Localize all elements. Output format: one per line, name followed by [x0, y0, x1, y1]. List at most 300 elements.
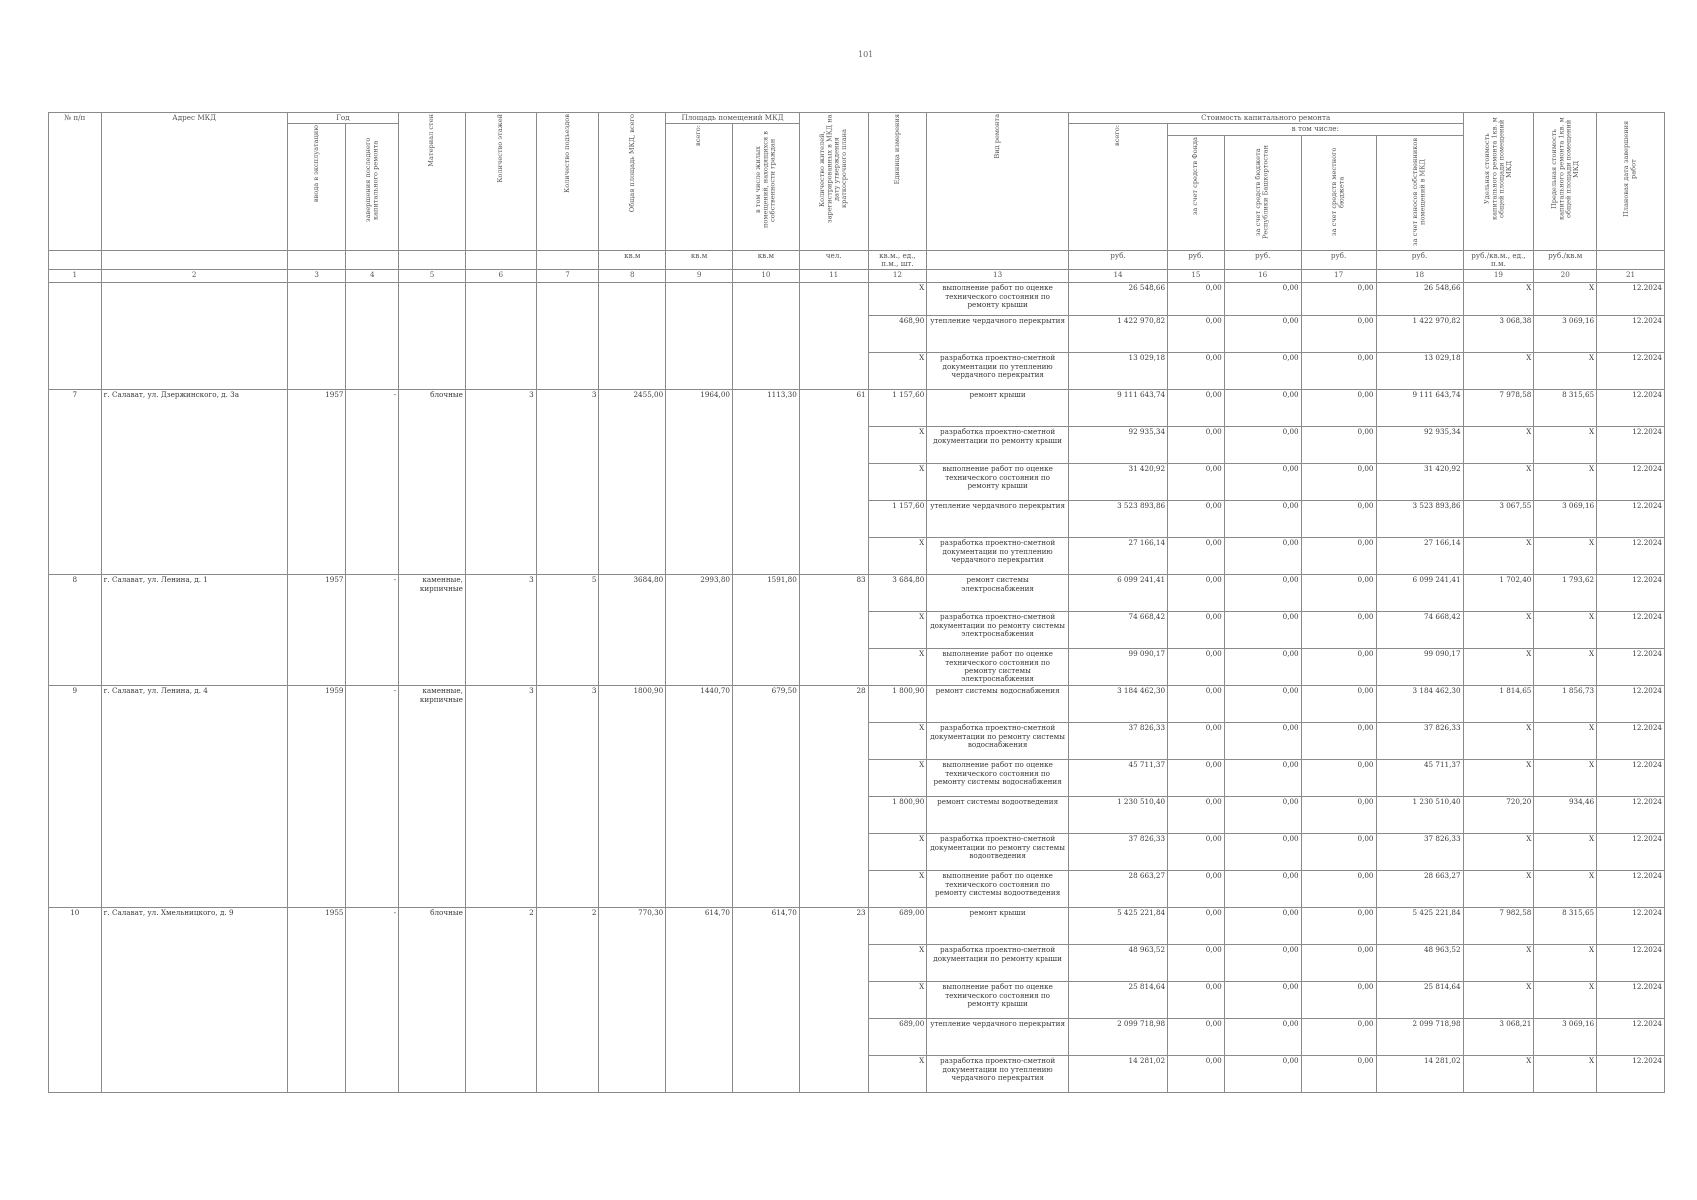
cost-local: 0,00 [1301, 612, 1376, 649]
cost-fund: 0,00 [1168, 760, 1225, 797]
planned-date: 12.2024 [1597, 390, 1665, 427]
area-premises: 1964,00 [666, 390, 733, 575]
limit-cost: X [1534, 1056, 1597, 1093]
header-cost-total: всего: [1068, 124, 1167, 251]
area-premises: 1440,70 [666, 686, 733, 908]
cost-total: 92 935,34 [1068, 427, 1167, 464]
work-type: утепление чердачного перекрытия [927, 316, 1069, 353]
work-unit: X [868, 283, 927, 316]
cost-fund: 0,00 [1168, 649, 1225, 686]
work-unit: X [868, 945, 927, 982]
header-cost-fund: за счет средств Фонда [1168, 135, 1225, 250]
cost-total: 3 523 893,86 [1068, 501, 1167, 538]
header-unit-cost: Удельная стоимость капитального ремонта 1кв. м общей площади помещений МКД [1463, 113, 1534, 251]
cost-total: 99 090,17 [1068, 649, 1167, 686]
floors: 2 [465, 908, 536, 1093]
unit-cost: X [1463, 945, 1534, 982]
cost-owners: 14 281,02 [1376, 1056, 1463, 1093]
cost-republic: 0,00 [1224, 538, 1301, 575]
cost-fund: 0,00 [1168, 945, 1225, 982]
planned-date: 12.2024 [1597, 1019, 1665, 1056]
entrances: 3 [536, 390, 599, 575]
unit-cell: руб. [1301, 250, 1376, 270]
cost-fund: 0,00 [1168, 908, 1225, 945]
unit-cell: руб. [1168, 250, 1225, 270]
cost-local: 0,00 [1301, 834, 1376, 871]
unit-cost: 3 068,21 [1463, 1019, 1534, 1056]
unit-cost: X [1463, 723, 1534, 760]
area-total: 1800,90 [599, 686, 666, 908]
cost-local: 0,00 [1301, 649, 1376, 686]
column-numbers-row [49, 270, 1665, 283]
year-built [287, 283, 346, 390]
cost-owners: 26 548,66 [1376, 283, 1463, 316]
work-type: ремонт крыши [927, 390, 1069, 427]
cost-republic: 0,00 [1224, 945, 1301, 982]
limit-cost: 3 069,16 [1534, 501, 1597, 538]
table-row [49, 575, 1665, 612]
cost-republic: 0,00 [1224, 760, 1301, 797]
cost-total: 37 826,33 [1068, 834, 1167, 871]
planned-date: 12.2024 [1597, 686, 1665, 723]
unit-cost: X [1463, 283, 1534, 316]
work-unit: X [868, 612, 927, 649]
cost-owners: 74 668,42 [1376, 612, 1463, 649]
work-type: выполнение работ по оценке технического состояния по ремонту системы водоснабжения [927, 760, 1069, 797]
cost-total: 48 963,52 [1068, 945, 1167, 982]
cost-fund: 0,00 [1168, 501, 1225, 538]
column-number: 5 [399, 270, 466, 283]
work-unit: X [868, 982, 927, 1019]
table-row [49, 390, 1665, 427]
work-unit: X [868, 538, 927, 575]
cost-fund: 0,00 [1168, 834, 1225, 871]
limit-cost: X [1534, 871, 1597, 908]
cost-republic: 0,00 [1224, 575, 1301, 612]
work-unit: X [868, 834, 927, 871]
cost-republic: 0,00 [1224, 908, 1301, 945]
header-repair-type: Вид ремонта [927, 113, 1069, 251]
cost-republic: 0,00 [1224, 686, 1301, 723]
wall-material: каменные, кирпичные [399, 575, 466, 686]
building-address [101, 283, 287, 390]
residents: 61 [799, 390, 868, 575]
page-number: 101 [858, 50, 874, 59]
cost-republic: 0,00 [1224, 723, 1301, 760]
cost-local: 0,00 [1301, 686, 1376, 723]
work-type: выполнение работ по оценке технического состояния по ремонту системы водоотведения [927, 871, 1069, 908]
work-type: разработка проектно-сметной документации по ремонту системы электроснабжения [927, 612, 1069, 649]
cost-owners: 5 425 221,84 [1376, 908, 1463, 945]
unit-cell: руб./кв.м [1534, 250, 1597, 270]
unit-cost: X [1463, 427, 1534, 464]
unit-cost: X [1463, 871, 1534, 908]
column-number: 12 [868, 270, 927, 283]
header-total-area: Общая площадь МКД, всего [599, 113, 666, 251]
work-unit: 689,00 [868, 908, 927, 945]
area-premises [666, 283, 733, 390]
header-year-last-repair: завершения последнего капитального ремонта [346, 124, 399, 251]
cost-owners: 13 029,18 [1376, 353, 1463, 390]
limit-cost: X [1534, 649, 1597, 686]
unit-cell: руб. [1376, 250, 1463, 270]
cost-total: 37 826,33 [1068, 723, 1167, 760]
column-number: 4 [346, 270, 399, 283]
cost-local: 0,00 [1301, 871, 1376, 908]
cost-local: 0,00 [1301, 945, 1376, 982]
cost-republic: 0,00 [1224, 797, 1301, 834]
unit-cost: X [1463, 353, 1534, 390]
cost-total: 1 422 970,82 [1068, 316, 1167, 353]
table-body [49, 270, 1665, 1093]
cost-total: 2 099 718,98 [1068, 1019, 1167, 1056]
unit-cell: кв.м [733, 250, 800, 270]
unit-cell: кв.м [599, 250, 666, 270]
work-type: разработка проектно-сметной документации по ремонту крыши [927, 427, 1069, 464]
unit-cost: 1 814,65 [1463, 686, 1534, 723]
building-no: 9 [49, 686, 102, 908]
work-unit: X [868, 649, 927, 686]
header-including: в том числе: [1168, 124, 1463, 135]
column-number: 9 [666, 270, 733, 283]
planned-date: 12.2024 [1597, 427, 1665, 464]
work-unit: 468,90 [868, 316, 927, 353]
work-type: ремонт системы электроснабжения [927, 575, 1069, 612]
cost-fund: 0,00 [1168, 1056, 1225, 1093]
cost-owners: 27 166,14 [1376, 538, 1463, 575]
planned-date: 12.2024 [1597, 575, 1665, 612]
cost-owners: 1 230 510,40 [1376, 797, 1463, 834]
cost-total: 9 111 643,74 [1068, 390, 1167, 427]
cost-local: 0,00 [1301, 797, 1376, 834]
header-unit: Единица измерения [868, 113, 927, 251]
area-residential: 1113,30 [733, 390, 800, 575]
floors [465, 283, 536, 390]
unit-cell: чел. [799, 250, 868, 270]
cost-fund: 0,00 [1168, 871, 1225, 908]
unit-cell: руб./кв.м., ед., п.м. [1463, 250, 1534, 270]
building-no: 8 [49, 575, 102, 686]
limit-cost: 8 315,65 [1534, 390, 1597, 427]
work-unit: 3 684,80 [868, 575, 927, 612]
work-type: разработка проектно-сметной документации по ремонту системы водоснабжения [927, 723, 1069, 760]
cost-owners: 25 814,64 [1376, 982, 1463, 1019]
header-wall-material: Материал стен [399, 113, 466, 251]
cost-republic: 0,00 [1224, 1056, 1301, 1093]
limit-cost: 3 069,16 [1534, 1019, 1597, 1056]
building-no [49, 283, 102, 390]
work-unit: X [868, 871, 927, 908]
work-type: разработка проектно-сметной документации по ремонту крыши [927, 945, 1069, 982]
table-row [49, 908, 1665, 945]
limit-cost: X [1534, 760, 1597, 797]
header-address: Адрес МКД [101, 113, 287, 251]
limit-cost: X [1534, 538, 1597, 575]
area-total: 3684,80 [599, 575, 666, 686]
cost-owners: 99 090,17 [1376, 649, 1463, 686]
cost-owners: 48 963,52 [1376, 945, 1463, 982]
cost-local: 0,00 [1301, 723, 1376, 760]
table-header [49, 113, 1665, 270]
cost-total: 25 814,64 [1068, 982, 1167, 1019]
residents [799, 283, 868, 390]
planned-date: 12.2024 [1597, 797, 1665, 834]
work-type: выполнение работ по оценке технического состояния по ремонту крыши [927, 283, 1069, 316]
planned-date: 12.2024 [1597, 316, 1665, 353]
unit-cost: X [1463, 649, 1534, 686]
floors: 3 [465, 686, 536, 908]
limit-cost: 8 315,65 [1534, 908, 1597, 945]
cost-owners: 2 099 718,98 [1376, 1019, 1463, 1056]
limit-cost: 934,46 [1534, 797, 1597, 834]
cost-fund: 0,00 [1168, 538, 1225, 575]
year-last-repair: - [346, 686, 399, 908]
header-limit-cost: Предельная стоимость капитального ремонта 1кв. м общей площади помещений МКД [1534, 113, 1597, 251]
year-built: 1957 [287, 390, 346, 575]
header-residents: Количество жителей, зарегистрированных в МКД на дату утверждения краткосрочного плана [799, 113, 868, 251]
work-type: разработка проектно-сметной документации по утеплению чердачного перекрытия [927, 538, 1069, 575]
cost-total: 27 166,14 [1068, 538, 1167, 575]
unit-cost: X [1463, 464, 1534, 501]
units-row [49, 250, 1665, 270]
cost-fund: 0,00 [1168, 612, 1225, 649]
header-premises-area: Площадь помещений МКД [666, 113, 800, 124]
cost-republic: 0,00 [1224, 982, 1301, 1019]
entrances: 3 [536, 686, 599, 908]
work-type: разработка проектно-сметной документации по ремонту системы водоотведения [927, 834, 1069, 871]
work-type: утепление чердачного перекрытия [927, 501, 1069, 538]
header-premises-total: всего: [666, 124, 733, 251]
building-address: г. Салават, ул. Ленина, д. 1 [101, 575, 287, 686]
area-residential: 614,70 [733, 908, 800, 1093]
planned-date: 12.2024 [1597, 612, 1665, 649]
limit-cost: X [1534, 945, 1597, 982]
unit-cost: 3 067,55 [1463, 501, 1534, 538]
floors: 3 [465, 390, 536, 575]
unit-cell: руб. [1068, 250, 1167, 270]
unit-cost: X [1463, 982, 1534, 1019]
work-unit: X [868, 464, 927, 501]
cost-republic: 0,00 [1224, 834, 1301, 871]
header-premises-residential: в том числе жилых помещений, находящихся в собственности граждан [733, 124, 800, 251]
limit-cost: X [1534, 834, 1597, 871]
unit-cost: 7 978,58 [1463, 390, 1534, 427]
cost-republic: 0,00 [1224, 390, 1301, 427]
cost-total: 45 711,37 [1068, 760, 1167, 797]
cost-total: 74 668,42 [1068, 612, 1167, 649]
cost-local: 0,00 [1301, 1019, 1376, 1056]
work-type: выполнение работ по оценке технического состояния по ремонту крыши [927, 982, 1069, 1019]
area-residential: 679,50 [733, 686, 800, 908]
header-year-commissioning: ввода в эксплуатацию [287, 124, 346, 251]
limit-cost: X [1534, 283, 1597, 316]
wall-material: блочные [399, 390, 466, 575]
work-unit: X [868, 353, 927, 390]
unit-cost: X [1463, 834, 1534, 871]
work-unit: X [868, 427, 927, 464]
work-unit: 1 157,60 [868, 390, 927, 427]
building-no: 7 [49, 390, 102, 575]
column-number: 21 [1597, 270, 1665, 283]
limit-cost: 1 856,73 [1534, 686, 1597, 723]
cost-republic: 0,00 [1224, 1019, 1301, 1056]
area-total: 770,30 [599, 908, 666, 1093]
limit-cost: 3 069,16 [1534, 316, 1597, 353]
area-premises: 2993,80 [666, 575, 733, 686]
cost-fund: 0,00 [1168, 797, 1225, 834]
cost-total: 1 230 510,40 [1068, 797, 1167, 834]
cost-owners: 92 935,34 [1376, 427, 1463, 464]
header-cost-group: Стоимость капитального ремонта [1068, 113, 1463, 124]
cost-local: 0,00 [1301, 390, 1376, 427]
work-type: разработка проектно-сметной документации по утеплению чердачного перекрытия [927, 353, 1069, 390]
cost-fund: 0,00 [1168, 390, 1225, 427]
cost-total: 26 548,66 [1068, 283, 1167, 316]
cost-fund: 0,00 [1168, 982, 1225, 1019]
year-last-repair [346, 283, 399, 390]
column-number: 7 [536, 270, 599, 283]
unit-cost: X [1463, 538, 1534, 575]
cost-local: 0,00 [1301, 316, 1376, 353]
cost-total: 13 029,18 [1068, 353, 1167, 390]
area-residential: 1591,80 [733, 575, 800, 686]
planned-date: 12.2024 [1597, 945, 1665, 982]
planned-date: 12.2024 [1597, 982, 1665, 1019]
cost-total: 31 420,92 [1068, 464, 1167, 501]
area-premises: 614,70 [666, 908, 733, 1093]
cost-total: 14 281,02 [1068, 1056, 1167, 1093]
unit-cost: 720,20 [1463, 797, 1534, 834]
cost-republic: 0,00 [1224, 316, 1301, 353]
limit-cost: 1 793,62 [1534, 575, 1597, 612]
unit-cost: X [1463, 612, 1534, 649]
cost-fund: 0,00 [1168, 464, 1225, 501]
planned-date: 12.2024 [1597, 1056, 1665, 1093]
column-number: 15 [1168, 270, 1225, 283]
work-type: выполнение работ по оценке технического состояния по ремонту крыши [927, 464, 1069, 501]
cost-total: 28 663,27 [1068, 871, 1167, 908]
unit-cell: руб. [1224, 250, 1301, 270]
cost-local: 0,00 [1301, 575, 1376, 612]
cost-local: 0,00 [1301, 427, 1376, 464]
area-total [599, 283, 666, 390]
residents: 28 [799, 686, 868, 908]
cost-total: 3 184 462,30 [1068, 686, 1167, 723]
building-no: 10 [49, 908, 102, 1093]
wall-material: блочные [399, 908, 466, 1093]
header-cost-republic: за счет средств бюджета Республики Башкортостан [1224, 135, 1301, 250]
cost-local: 0,00 [1301, 982, 1376, 1019]
capital-repair-table [48, 112, 1665, 1093]
entrances [536, 283, 599, 390]
cost-local: 0,00 [1301, 538, 1376, 575]
limit-cost: X [1534, 723, 1597, 760]
year-last-repair: - [346, 575, 399, 686]
planned-date: 12.2024 [1597, 353, 1665, 390]
building-address: г. Салават, ул. Хмельницкого, д. 9 [101, 908, 287, 1093]
column-number: 11 [799, 270, 868, 283]
planned-date: 12.2024 [1597, 538, 1665, 575]
column-number: 1 [49, 270, 102, 283]
cost-owners: 31 420,92 [1376, 464, 1463, 501]
column-number: 13 [927, 270, 1069, 283]
capital-repair-table-sheet [48, 112, 1665, 1093]
column-number: 8 [599, 270, 666, 283]
column-number: 3 [287, 270, 346, 283]
work-unit: 689,00 [868, 1019, 927, 1056]
column-number: 10 [733, 270, 800, 283]
column-number: 2 [101, 270, 287, 283]
table-row [49, 283, 1665, 316]
planned-date: 12.2024 [1597, 871, 1665, 908]
column-number: 16 [1224, 270, 1301, 283]
column-number: 20 [1534, 270, 1597, 283]
work-type: ремонт крыши [927, 908, 1069, 945]
work-unit: X [868, 1056, 927, 1093]
cost-republic: 0,00 [1224, 283, 1301, 316]
cost-fund: 0,00 [1168, 686, 1225, 723]
year-built: 1955 [287, 908, 346, 1093]
work-unit: X [868, 760, 927, 797]
planned-date: 12.2024 [1597, 649, 1665, 686]
cost-owners: 3 523 893,86 [1376, 501, 1463, 538]
planned-date: 12.2024 [1597, 283, 1665, 316]
limit-cost: X [1534, 464, 1597, 501]
planned-date: 12.2024 [1597, 760, 1665, 797]
entrances: 5 [536, 575, 599, 686]
planned-date: 12.2024 [1597, 908, 1665, 945]
cost-owners: 37 826,33 [1376, 834, 1463, 871]
cost-local: 0,00 [1301, 760, 1376, 797]
residents: 83 [799, 575, 868, 686]
year-last-repair: - [346, 390, 399, 575]
unit-cost: X [1463, 1056, 1534, 1093]
year-built: 1959 [287, 686, 346, 908]
cost-republic: 0,00 [1224, 612, 1301, 649]
column-number: 6 [465, 270, 536, 283]
unit-cell: кв.м., ед., п.м., шт. [868, 250, 927, 270]
work-type: разработка проектно-сметной документации по утеплению чердачного перекрытия [927, 1056, 1069, 1093]
limit-cost: X [1534, 612, 1597, 649]
cost-fund: 0,00 [1168, 575, 1225, 612]
header-no: № п/п [49, 113, 102, 251]
cost-owners: 6 099 241,41 [1376, 575, 1463, 612]
cost-fund: 0,00 [1168, 283, 1225, 316]
area-residential [733, 283, 800, 390]
limit-cost: X [1534, 982, 1597, 1019]
building-address: г. Салават, ул. Ленина, д. 4 [101, 686, 287, 908]
cost-local: 0,00 [1301, 353, 1376, 390]
cost-fund: 0,00 [1168, 723, 1225, 760]
column-number: 14 [1068, 270, 1167, 283]
cost-owners: 37 826,33 [1376, 723, 1463, 760]
cost-fund: 0,00 [1168, 427, 1225, 464]
header-entrances: Количество подъездов [536, 113, 599, 251]
building-address: г. Салават, ул. Дзержинского, д. 3а [101, 390, 287, 575]
work-type: ремонт системы водоотведения [927, 797, 1069, 834]
cost-local: 0,00 [1301, 908, 1376, 945]
entrances: 2 [536, 908, 599, 1093]
work-unit: 1 157,60 [868, 501, 927, 538]
unit-cost: 7 982,58 [1463, 908, 1534, 945]
planned-date: 12.2024 [1597, 464, 1665, 501]
cost-total: 6 099 241,41 [1068, 575, 1167, 612]
header-year-group: Год [287, 113, 398, 124]
cost-republic: 0,00 [1224, 353, 1301, 390]
work-type: ремонт системы водоснабжения [927, 686, 1069, 723]
area-total: 2455,00 [599, 390, 666, 575]
header-cost-local: за счет средств местного бюджета [1301, 135, 1376, 250]
